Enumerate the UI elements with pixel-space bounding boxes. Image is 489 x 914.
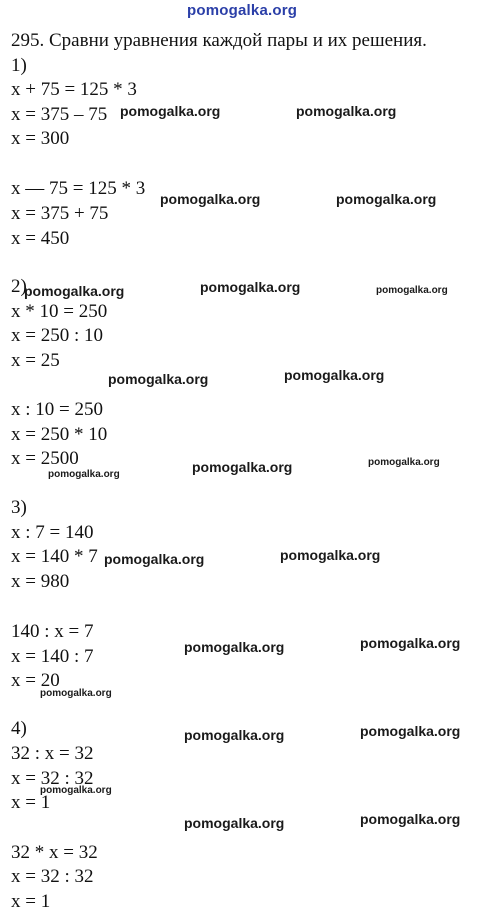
section-label: 1) — [11, 55, 27, 76]
equation-line: x — 75 = 125 * 3 — [11, 178, 146, 199]
equation-line: x = 20 — [11, 670, 60, 691]
watermark: pomogalka.org — [368, 457, 440, 468]
watermark: pomogalka.org — [376, 285, 448, 296]
equation-line: x : 7 = 140 — [11, 522, 94, 543]
equation-line: x = 140 * 7 — [11, 546, 98, 567]
watermark: pomogalka.org — [296, 103, 397, 119]
watermark: pomogalka.org — [40, 688, 112, 699]
section-label: 3) — [11, 497, 27, 518]
watermark: pomogalka.org — [200, 279, 301, 295]
equation-line: x = 32 : 32 — [11, 866, 94, 887]
equation-line: x : 10 = 250 — [11, 399, 103, 420]
watermark: pomogalka.org — [104, 551, 205, 567]
equation-line: x = 250 * 10 — [11, 424, 108, 445]
watermark: pomogalka.org — [108, 371, 209, 387]
equation-line: x + 75 = 125 * 3 — [11, 79, 137, 100]
equation-line: x = 140 : 7 — [11, 646, 94, 667]
equation-line: x = 1 — [11, 891, 51, 912]
equation-line: x = 450 — [11, 228, 70, 249]
watermark: pomogalka.org — [48, 469, 120, 480]
watermark: pomogalka.org — [192, 459, 293, 475]
watermark: pomogalka.org — [360, 723, 461, 739]
watermark: pomogalka.org — [284, 367, 385, 383]
watermark: pomogalka.org — [24, 283, 125, 299]
watermark: pomogalka.org — [120, 103, 221, 119]
section-label: 4) — [11, 718, 27, 739]
equation-line: x = 300 — [11, 128, 70, 149]
watermark: pomogalka.org — [184, 727, 285, 743]
watermark: pomogalka.org — [40, 785, 112, 796]
watermark: pomogalka.org — [360, 811, 461, 827]
section-label: 2) — [11, 276, 27, 297]
equation-line: x = 375 – 75 — [11, 104, 108, 125]
equation-line: x * 10 = 250 — [11, 301, 108, 322]
watermark: pomogalka.org — [184, 815, 285, 831]
equation-line: 32 : x = 32 — [11, 743, 94, 764]
equation-line: x = 980 — [11, 571, 70, 592]
equation-line: x = 375 + 75 — [11, 203, 109, 224]
equation-line: x = 2500 — [11, 448, 79, 469]
site-watermark-header: pomogalka.org — [187, 2, 298, 19]
watermark: pomogalka.org — [184, 639, 285, 655]
equation-line: 32 * x = 32 — [11, 842, 98, 863]
equation-line: x = 32 : 32 — [11, 768, 94, 789]
watermark: pomogalka.org — [360, 635, 461, 651]
equation-line: 140 : x = 7 — [11, 621, 94, 642]
watermark: pomogalka.org — [280, 547, 381, 563]
watermark: pomogalka.org — [336, 191, 437, 207]
equation-line: x = 1 — [11, 792, 51, 813]
equation-line: x = 25 — [11, 350, 60, 371]
watermark: pomogalka.org — [160, 191, 261, 207]
exercise-title: 295. Сравни уравнения каждой пары и их решения. — [11, 30, 427, 51]
equation-line: x = 250 : 10 — [11, 325, 103, 346]
